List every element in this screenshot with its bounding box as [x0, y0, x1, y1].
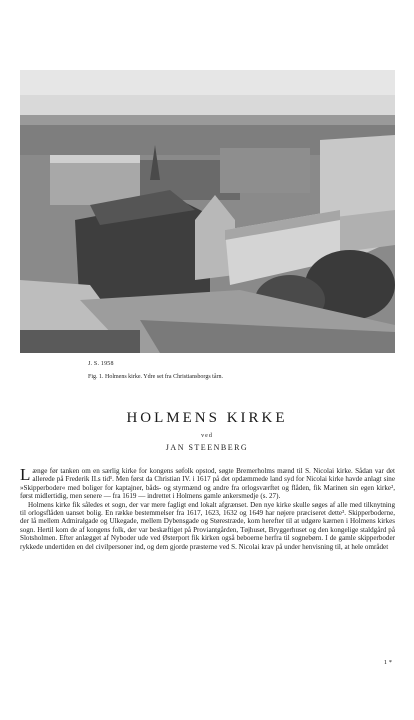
byline-ved: ved [201, 433, 213, 439]
article-title: HOLMENS KIRKE [126, 410, 288, 426]
drop-cap: L [20, 465, 31, 484]
photo-credit: J. S. 1958 [88, 361, 114, 367]
paragraph-1 [20, 467, 395, 501]
aerial-photo-illustration [20, 70, 395, 353]
paragraph-2: Holmens kirke fik således et sogn, der var mere fagligt end lokalt afgrænset. Den nye kirke skulle søges af alle med tilknytning til orlogsflåden uanset bolig. En række bestemmelser fra 1617, 1623, 1632 og 1649 har nøjere præciseret dette³. Skipperboderne, der lå mellem Admiralgade og Ulkegade, mellem Dybensgade og Størestræde, kom herefter til at udgøre kærnen i Holmens kirkes sogn. Hertil kom de af kongens folk, der var beskæftiget på Proviantgården, Tøjhuset, Bryggerhuset og den kongelige staldgård på Slotsholmen. Efter anlægget af Nyboder ude ved Østerport fik kirken også beboerne herfra til sognebørn. I de gamle skipperboder rykkede undertiden en del civilpersoner ind, og dem gjorde præsterne ved S. Nicolai krav på under henvisning til, at hele området [20, 500, 395, 551]
paragraph-1-text: ænge før tanken om en særlig kirke for kongens søfolk opstod, søgte Bremerholms mænd til S. Nicolai kirke. Sådan var det allerede på Frederik II.s tid¹. Men først da Christian IV. i 1617 på det opdæmmede land syd for Nicolai kirke havde anlagt sine »Skipperboder« med boliger for kaptajner, båds- og styrmænd og andre fra orlogsværftet og flåden, fik Marinen sin egen kirke², først midlertidig, men senere — fra 1619 — indrettet i Holmens gamle ankersmedje (s. 27). [20, 467, 395, 501]
page-number: 1 * [383, 659, 392, 666]
figure-caption: Fig. 1. Holmens kirke. Ydre set fra Christiansborgs tårn. [88, 374, 223, 380]
church-photograph [20, 70, 395, 353]
byline-author: JAN STEENBERG [165, 443, 249, 452]
article-body [20, 467, 395, 551]
